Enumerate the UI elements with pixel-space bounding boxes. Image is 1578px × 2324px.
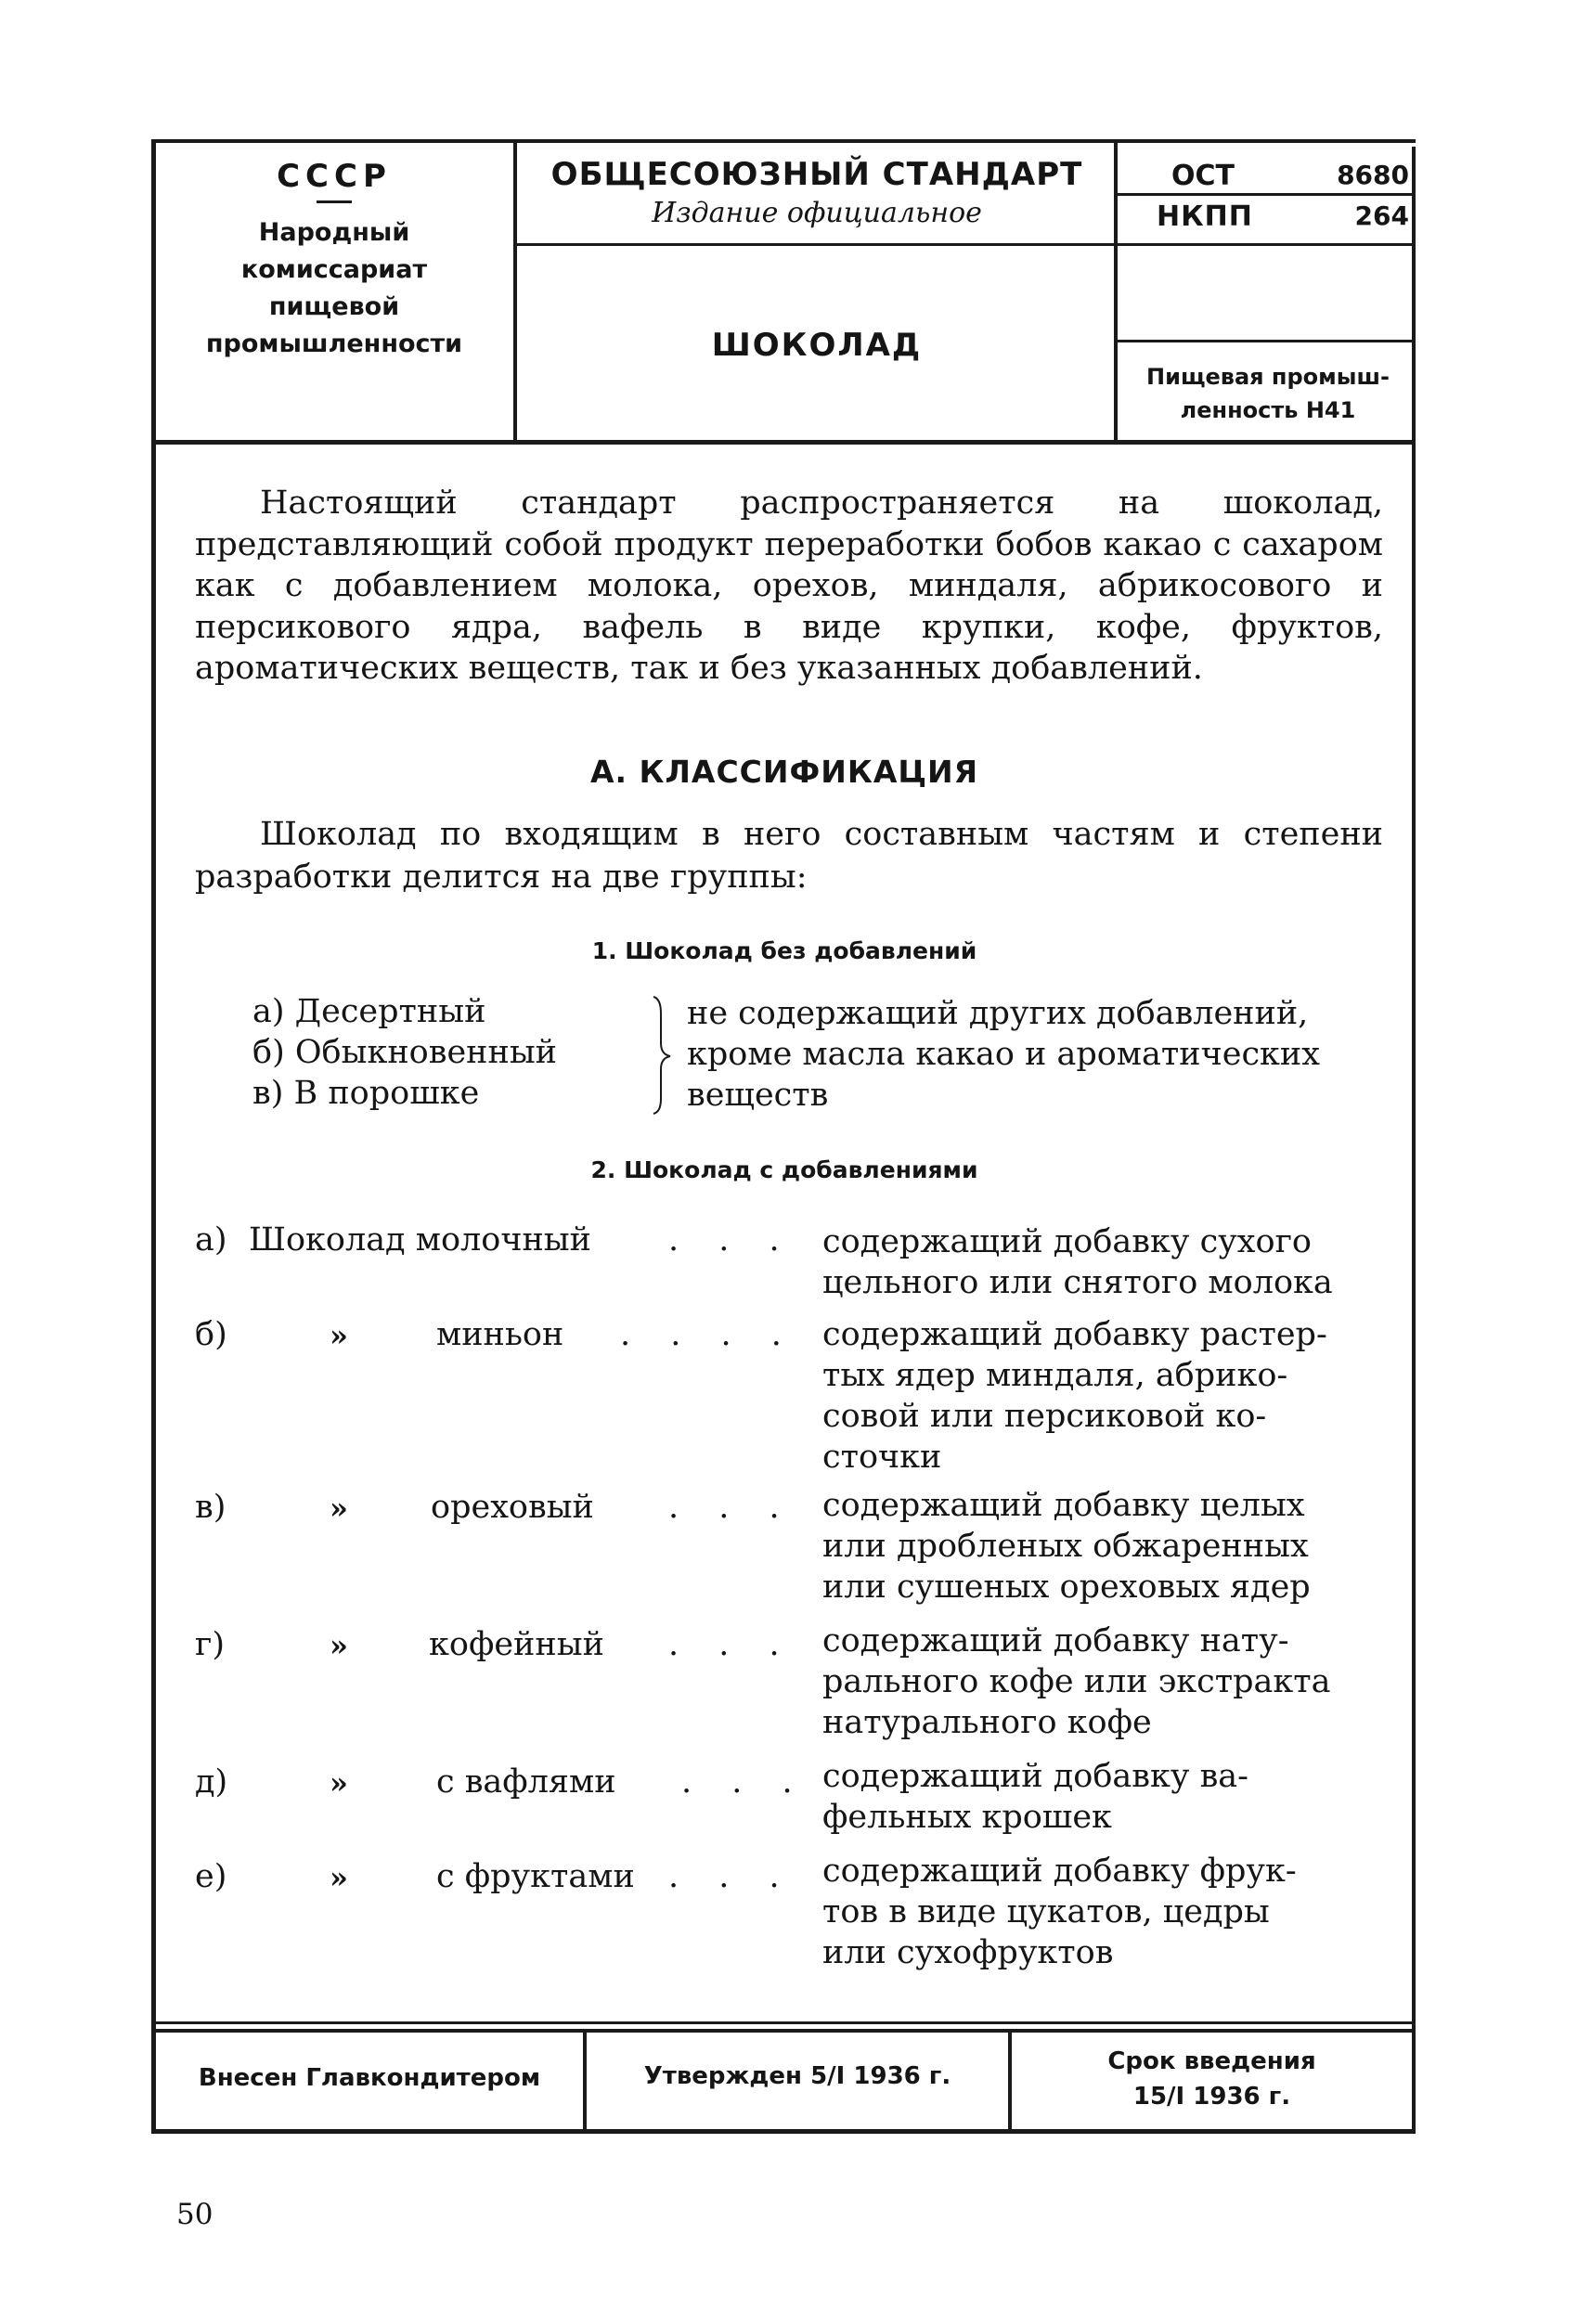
group2-row-ditto: » [330, 1860, 348, 1895]
header-bottom-rule [151, 440, 1416, 445]
section-title: А. КЛАССИФИКАЦИЯ [589, 754, 979, 790]
group2-row-dots: . . . . [620, 1316, 796, 1353]
group2-row-name: кофейный [429, 1626, 604, 1663]
description-line: или сухофруктов [822, 1934, 1114, 1971]
intro-paragraph [195, 483, 1383, 690]
description-line: содержащий добавку сухого [822, 1223, 1312, 1260]
group2-row-name: с фруктами [436, 1858, 635, 1895]
header-divider-2 [1114, 139, 1118, 442]
description-line: содержащий добавку фрук- [822, 1853, 1297, 1890]
group2-row-letter: а) [195, 1221, 227, 1259]
description-line: тов в виде цукатов, цедры [822, 1893, 1270, 1930]
header-issuer [158, 158, 511, 363]
intro-paragraph-text: Настоящий стандарт распространяется на шоколад, представляющий собой продукт переработки бобов какао с сахаром как с добавлением молока, орехов, миндаля, абрикосового и персикового ядра, вафель в виде крупки, кофе, фруктов, ароматических веществ, так и без указанных добавлений. [195, 484, 1383, 687]
group2-row-name: миньон [436, 1316, 564, 1353]
description-line: содержащий добавку нату- [822, 1622, 1289, 1659]
approval-date: Утвержден 5/I 1936 г. [643, 2062, 951, 2090]
group2-row-name: с вафлями [436, 1763, 616, 1801]
group1-description-line: не содержащий других добавлений, [687, 995, 1309, 1032]
group2-row-description [822, 1620, 1379, 1743]
introduced-by: Внесен Главкондитером [198, 2064, 541, 2092]
group2-row-ditto: » [330, 1628, 348, 1663]
nkpp-label: НКПП [1157, 200, 1253, 233]
description-line: фельных крошек [822, 1799, 1112, 1836]
industry-line: Пищевая промыш- [1146, 364, 1390, 390]
frame-left-border [151, 139, 156, 2130]
edition-note: Издание официальное [652, 197, 982, 229]
product-title: ШОКОЛАД [711, 327, 923, 364]
description-line: содержащий добавку растер- [822, 1316, 1327, 1353]
group2-row-dots: . . . [668, 1626, 795, 1663]
group2-row-ditto: » [330, 1318, 348, 1353]
industry-rule [1118, 340, 1413, 342]
description-line: или сушеных ореховых ядер [822, 1569, 1311, 1606]
group2-row-description [822, 1851, 1379, 1973]
group2-row-letter: б) [195, 1316, 227, 1353]
group2-row-description [822, 1314, 1379, 1478]
group2-row-letter: г) [195, 1626, 225, 1663]
group1-item: б) Обыкновенный [252, 1034, 558, 1071]
group2-row-name: Шоколад молочный [249, 1221, 591, 1259]
description-line: тых ядер миндаля, абрико- [822, 1357, 1288, 1394]
description-line: сточки [822, 1439, 942, 1476]
footer-top-rule [151, 2029, 1416, 2033]
description-line: или дробленых обжаренных [822, 1528, 1309, 1565]
section-intro-text: Шоколад по входящим в него составным частям и степени разработки делится на две группы: [195, 816, 1383, 896]
description-line: цельного или снятого молока [822, 1264, 1333, 1301]
page-number: 50 [176, 2198, 213, 2231]
footer-top-rule-thin [151, 2021, 1416, 2024]
description-line: рального кофе или экстракта [822, 1663, 1331, 1700]
effective-line: 15/I 1936 г. [1132, 2083, 1291, 2111]
description-line: совой или персиковой ко- [822, 1398, 1267, 1435]
group2-row-dots: . . . [668, 1858, 795, 1895]
group2-row-letter: д) [195, 1763, 228, 1801]
nkpp-rule [1118, 243, 1413, 246]
group2-row-dots: . . . [668, 1489, 795, 1526]
group2-row-description [822, 1485, 1379, 1607]
ost-label: ОСТ [1171, 160, 1235, 192]
group1-item: в) В порошке [252, 1075, 480, 1112]
group1-brace [648, 995, 676, 1116]
group2-row-ditto: » [330, 1491, 348, 1526]
group2-row-name: ореховый [431, 1489, 594, 1526]
group2-row-dots: . . . [668, 1221, 795, 1259]
group1-description-line: веществ [687, 1077, 829, 1114]
header-divider-1 [513, 139, 517, 442]
group2-row-dots: . . . [681, 1763, 808, 1801]
commissariat-line: промышленности [205, 329, 463, 358]
industry-code [1123, 360, 1413, 427]
footer-bottom-rule [151, 2129, 1416, 2134]
group1-title: 1. Шоколад без добавлений [591, 937, 977, 964]
industry-line: ленность Н41 [1180, 397, 1356, 423]
ost-number: 8680 [1337, 160, 1409, 190]
group1-description-line: кроме масла какао и ароматических [687, 1036, 1320, 1073]
group1-item: а) Десертный [252, 993, 486, 1030]
ost-rule [1118, 193, 1413, 196]
country-underline [317, 200, 352, 203]
effective-date [1012, 2044, 1412, 2114]
commissariat-line: комиссариат [240, 255, 428, 284]
frame-right-border [1412, 147, 1416, 2133]
commissariat-line: пищевой [268, 292, 400, 321]
commissariat-line: Народный [258, 218, 410, 247]
description-line: содержащий добавку ва- [822, 1758, 1248, 1795]
nkpp-number: 264 [1354, 200, 1409, 231]
group2-row-letter: в) [195, 1489, 226, 1526]
group2-row-ditto: » [330, 1765, 348, 1801]
header-mid-rule [517, 243, 1114, 246]
group2-row-description [822, 1756, 1379, 1838]
description-line: натурального кофе [822, 1704, 1152, 1741]
description-line: содержащий добавку целых [822, 1487, 1305, 1524]
group2-row-letter: е) [195, 1858, 227, 1895]
group2-title: 2. Шоколад с добавлениями [590, 1156, 978, 1183]
effective-line: Срок введения [1107, 2047, 1316, 2075]
header-top-rule [151, 139, 1416, 143]
country-label: СССР [277, 158, 392, 195]
group2-row-description [822, 1221, 1379, 1303]
section-intro [195, 813, 1383, 898]
standard-type: ОБЩЕСОЮЗНЫЙ СТАНДАРТ [550, 156, 1083, 193]
